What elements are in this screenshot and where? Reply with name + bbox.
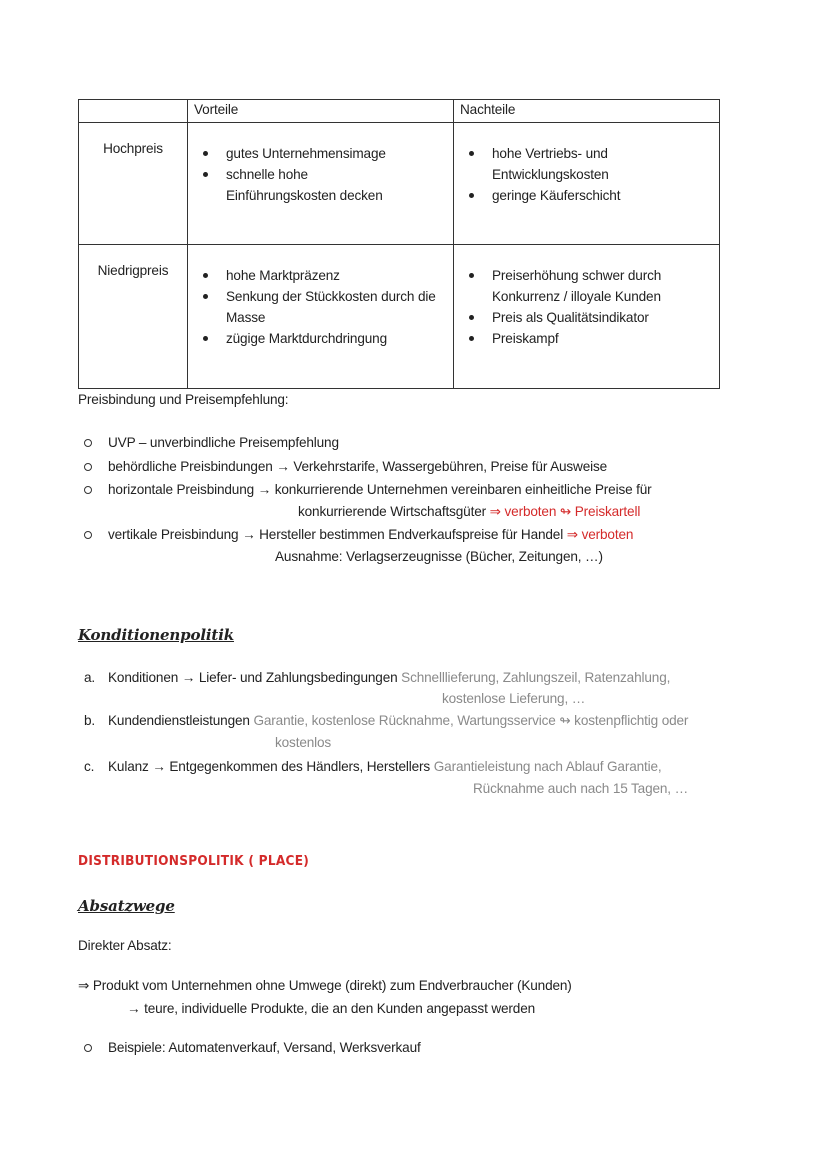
list-marker: a.: [84, 670, 96, 685]
circle-bullet-icon: [84, 439, 92, 447]
verboten-label: ⇒ verboten: [566, 527, 634, 542]
circle-bullet-icon: [84, 1044, 92, 1052]
table-row: [79, 245, 720, 389]
vorteile-list: [188, 265, 453, 349]
row-label: Niedrigpreis: [79, 245, 188, 389]
row-label: Hochpreis: [79, 123, 188, 245]
konditionen-heading: Konditionenpolitik: [78, 626, 235, 644]
list-item: vertikale Preisbindung → Hersteller bestimmen Endverkaufspreise für Handel ⇒ verboten: [108, 527, 634, 542]
list-item: Kulanz → Entgegenkommen des Händlers, Herstellers Garantieleistung nach Ablauf Garantie,: [108, 759, 662, 774]
list-item: behördliche Preisbindungen → Verkehrstarife, Wassergebühren, Preise für Ausweise: [108, 459, 608, 474]
list-item: hohe Marktpräzenz: [226, 265, 453, 286]
list-item: zügige Marktdurchdringung: [226, 328, 453, 349]
text-line: ⇒ Produkt vom Unternehmen ohne Umwege (direkt) zum Endverbraucher (Kunden): [78, 978, 572, 993]
absatzwege-heading: Absatzwege: [78, 897, 175, 915]
text-line: → teure, individuelle Produkte, die an den Kunden angepasst werden: [127, 1001, 536, 1016]
direkter-absatz-label: Direkter Absatz:: [78, 938, 172, 953]
table-header-row: [79, 100, 720, 123]
table-header-empty: [79, 100, 188, 123]
list-item: Senkung der Stückkosten durch die Masse: [226, 286, 438, 328]
list-item: UVP – unverbindliche Preisempfehlung: [108, 435, 339, 450]
list-marker: c.: [84, 759, 95, 774]
list-item: Konditionen → Liefer- und Zahlungsbedingungen Schnelllieferung, Zahlungszeil, Ratenzahlung,: [108, 670, 671, 685]
circle-bullet-icon: [84, 463, 92, 471]
list-item: Preiskampf: [492, 328, 719, 349]
list-item: schnelle hohe Einführungskosten decken: [226, 164, 406, 206]
list-item: hohe Vertriebs- und Entwicklungskosten: [492, 143, 642, 185]
verboten-label: ⇒ verboten: [489, 504, 557, 519]
list-item: geringe Käuferschicht: [492, 185, 719, 206]
list-item: Beispiele: Automatenverkauf, Versand, Werksverkauf: [108, 1040, 421, 1055]
list-item: Preiserhöhung schwer durch Konkurrenz / illoyale Kunden: [492, 265, 692, 307]
table-row: [79, 123, 720, 245]
list-item-continuation: konkurrierende Wirtschaftsgüter ⇒ verboten ↬ Preiskartell: [298, 504, 641, 519]
table-header-vorteile: Vorteile: [188, 100, 454, 123]
preiskartell-label: Preiskartell: [574, 504, 641, 519]
nachteile-list: [454, 143, 719, 206]
list-item-continuation: kostenlose Lieferung, …: [442, 691, 586, 706]
list-item-continuation: Rücknahme auch nach 15 Tagen, …: [473, 781, 689, 796]
preisbindung-heading: Preisbindung und Preisempfehlung:: [78, 392, 289, 407]
list-item-continuation: Ausnahme: Verlagserzeugnisse (Bücher, Zeitungen, …): [275, 549, 603, 564]
vorteile-list: [188, 143, 453, 206]
circle-bullet-icon: [84, 486, 92, 494]
list-item-continuation: kostenlos: [275, 735, 332, 750]
list-item: horizontale Preisbindung → konkurrierende Unternehmen vereinbaren einheitliche Preise für: [108, 482, 652, 497]
table-header-nachteile: Nachteile: [454, 100, 720, 123]
distribution-heading: DISTRIBUTIONSPOLITIK ( PLACE): [78, 853, 310, 869]
list-item: Kundendienstleistungen Garantie, kostenlose Rücknahme, Wartungsservice ↬ kostenpflichtig oder: [108, 713, 689, 728]
list-item: gutes Unternehmensimage: [226, 143, 453, 164]
list-marker: b.: [84, 713, 96, 728]
list-item: Preis als Qualitätsindikator: [492, 307, 719, 328]
nachteile-list: [454, 265, 719, 349]
circle-bullet-icon: [84, 531, 92, 539]
price-strategy-table: [78, 99, 720, 389]
curved-arrow-icon: ↬: [559, 504, 572, 519]
